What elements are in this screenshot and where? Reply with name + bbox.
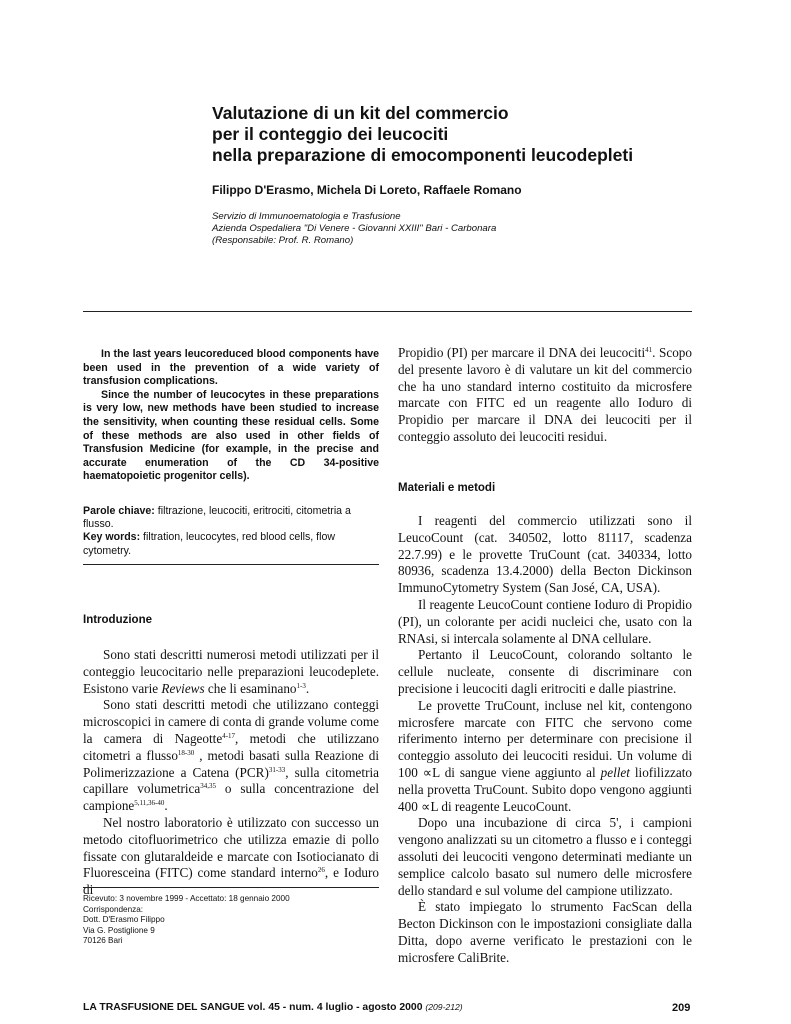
body-paragraph: Nel nostro laboratorio è utilizzato con successo un metodo citofluorimetrico che utilizza emazie di pollo fissate con glutaraldeide e marcate con Isotiocianato di Fluoresceina (FITC) come standard interno$^{26}$, e Ioduro di [83,814,380,898]
affiliation [212,211,496,248]
keywords-english: Key words: filtration, leucocytes, red blood cells, flow cytometry. [83,531,336,557]
article-title [212,103,732,166]
header-rule [83,311,692,312]
section-heading-introduzione: Introduzione [83,614,152,626]
title-line: per il conteggio dei leucociti [212,124,449,144]
keywords-label: Key words: [83,531,141,544]
methods-text [398,513,692,967]
footnote-line: 70126 Bari [83,936,123,946]
section-heading-materiali-e-metodi: Materiali e metodi [398,482,496,494]
footnote-line: Corrispondenza: [83,904,144,914]
title-line: Valutazione di un kit del commercio [212,103,509,123]
authors: Filippo D'Erasmo, Michela Di Loreto, Raffaele Romano [212,183,522,197]
body-paragraph: Sono stati descritti numerosi metodi utilizzati per il conteggio leucocitario nelle preparazioni leucodeplete. Esistono varie Reviews che li esaminano$^{1-3}$. [83,647,379,696]
footnote-line: Via G. Postiglione 9 [83,925,155,935]
affiliation-line: (Responsabile: Prof. R. Romano) [212,235,354,247]
introduction-continued [398,345,692,446]
page-number: 209 [672,1002,691,1014]
body-paragraph: Le provette TruCount, incluse nel kit, contengono microsfere marcate con FITC che servono come riferimento interno per determinare con precisione il conteggio assoluto dei leucociti residui. Un volume di 100 ∝L di sangue viene aggiunto al pellet liofilizzato nella provetta TruCount. Subito dopo vengono aggiunti 400 ∝L di reagente LeucoCount. [398,697,693,814]
footnote-rule [83,887,379,888]
footnote-line: Dott. D'Erasmo Filippo [83,915,165,925]
body-paragraph: Pertanto il LeucoCount, colorando soltanto le cellule nucleate, consente di discriminare con precisione i leucociti dagli eritrociti e dalle piastrine. [398,647,692,696]
affiliation-line: Servizio di Immunoematologia e Trasfusione [212,211,401,222]
keywords-italian: Parole chiave: filtrazione, leucociti, eritrociti, citometria a flusso. [83,505,351,531]
affiliation-line: Azienda Ospedaliera "Di Venere - Giovanni XXIII" Bari - Carbonara [212,223,497,235]
body-paragraph: Dopo una incubazione di circa 5', i campioni vengono analizzati su un citometro a flusso e i conteggi assoluti dei leucociti vengono determinati mediante un semplice calcolo basato sul numero delle microsfere dello standard e sul volume del campione utilizzato. [398,815,692,898]
introduction-text [83,647,379,899]
page-range: (209-212) [425,1002,463,1012]
journal-footer: LA TRASFUSIONE DEL SANGUE vol. 45 - num. 4 luglio - agosto 2000 (209-212) [83,1002,463,1013]
body-paragraph: I reagenti del commercio utilizzati sono il LeucoCount (cat. 340502, lotto 81117, scadenza 22.7.99) e le provette TruCount (cat. 340334, lotto 80936, scadenza 13.4.2000) della Becton Dickinson ImmunoCytometry System (San José, CA, USA). [398,513,692,596]
body-paragraph: Propidio (PI) per marcare il DNA dei leucociti$^{41}$. Scopo del presente lavoro è di valutare un kit del commercio che ha uno standard interno costituito da microsfere marcate con FITC ed un reagente allo Ioduro di Propidio per marcare il DNA dei leucociti per il conteggio assoluto dei leucociti residui. [398,345,692,444]
abstract-paragraph: In the last years leucoreduced blood components have been used in the prevention of a wide variety of transfusion complications. [83,348,379,388]
abstract-paragraph: Since the number of leucocytes in these preparations is very low, new methods have been studied to increase the sensitivity, when counting these residual cells. Some of these methods are also used in other fields of Transfusion Medicine (for example, in the precise and accurate enumeration of the CD 34-positive haematopoietic progenitor cells). [83,388,379,483]
keywords-rule [83,564,379,565]
keywords-label: Parole chiave: [83,505,155,517]
abstract [83,348,379,484]
footnote-line: Ricevuto: 3 novembre 1999 - Accettato: 18 gennaio 2000 [83,894,290,903]
title-line: nella preparazione di emocomponenti leucodepleti [212,145,634,165]
body-paragraph: Sono stati descritti metodi che utilizzano conteggi microscopici in camere di conta di grande volume come la camera di Nageotte$^{4-17}$, metodi che utilizzano citometri a flusso$^{18-30}$ , metodi basati sulla Reazione di Polimerizzazione a Catena (PCR)$^{31-33}$, sulla citometria capillare volumetrica$^{34,35}$ o sulla concentrazione del campione$^{5,11,36-40}$. [83,697,379,814]
body-paragraph: Il reagente LeucoCount contiene Ioduro di Propidio (PI), un colorante per acidi nucleici che, usato con la RNAsi, si intercala solamente al DNA cellulare. [398,596,692,646]
body-paragraph: È stato impiegato lo strumento FacScan della Becton Dickinson con le impostazioni consigliate dalla Ditta, dopo averne verificato le prestazioni con le microsfere CaliBrite. [398,899,692,965]
keywords-block [83,505,379,558]
footnote [83,894,290,947]
